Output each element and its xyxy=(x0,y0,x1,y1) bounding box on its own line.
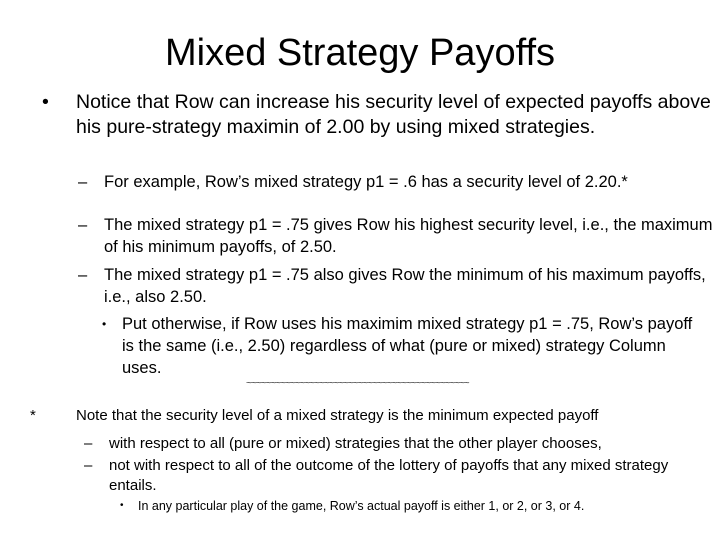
footnote-sub-1 xyxy=(84,434,719,454)
sub-bullet-2 xyxy=(78,214,720,258)
footnote xyxy=(30,406,690,426)
footnote-sub-1-text: with respect to all (pure or mixed) strategies that the other player chooses, xyxy=(109,435,602,452)
footnote-sub-sub-text: In any particular play of the game, Row’s actual payoff is either 1, or 2, or 3, or 4. xyxy=(138,499,585,513)
sub-bullet-2-text: The mixed strategy p1 = .75 gives Row his highest security level, i.e., the maximum of his minimum payoffs, of 2.50. xyxy=(104,216,713,256)
bullet-dot: • xyxy=(42,91,49,113)
sub-bullet-1-text: For example, Row’s mixed strategy p1 = .6 has a security level of 2.20.* xyxy=(104,173,628,191)
bullet-dot: • xyxy=(120,500,124,511)
footnote-sub-2-text: not with respect to all of the outcome of the lottery of payoffs that any mixed strategy entails. xyxy=(109,457,669,494)
footnote-text: Note that the security level of a mixed strategy is the minimum expected payoff xyxy=(76,407,599,424)
bullet-main xyxy=(42,90,716,140)
sub-sub-bullet-text: Put otherwise, if Row uses his maximim mixed strategy p1 = .75, Row’s payoff is the same (i.e., 2.50) regardless of what (pure or mixed) strategy Column uses. xyxy=(122,315,693,377)
dash-marker: – xyxy=(78,216,88,234)
dash-marker: – xyxy=(78,173,88,191)
footnote-sub-2 xyxy=(84,456,719,496)
sub-sub-bullet xyxy=(100,313,702,379)
bullet-main-text: Notice that Row can increase his security level of expected payoffs above his pure-strategy maximin of 2.00 by using mixed strategies. xyxy=(76,91,711,138)
sub-bullet-1 xyxy=(78,171,720,193)
divider: ~~~~~~~~~~~~~~~~~~~~~~~~~~~~~~~~~~~~~~~~~~~~~~ xyxy=(246,378,469,389)
dash-marker: – xyxy=(84,435,93,452)
bullet-dot: • xyxy=(102,317,107,331)
dash-marker: – xyxy=(78,266,88,284)
slide-title: Mixed Strategy Payoffs xyxy=(164,32,556,74)
footnote-marker: * xyxy=(30,407,36,424)
sub-bullet-3 xyxy=(78,264,720,308)
dash-marker: – xyxy=(84,457,93,474)
footnote-sub-sub xyxy=(116,498,720,514)
sub-bullet-3-text: The mixed strategy p1 = .75 also gives Row the minimum of his maximum payoffs, i.e., also 2.50. xyxy=(104,266,706,306)
